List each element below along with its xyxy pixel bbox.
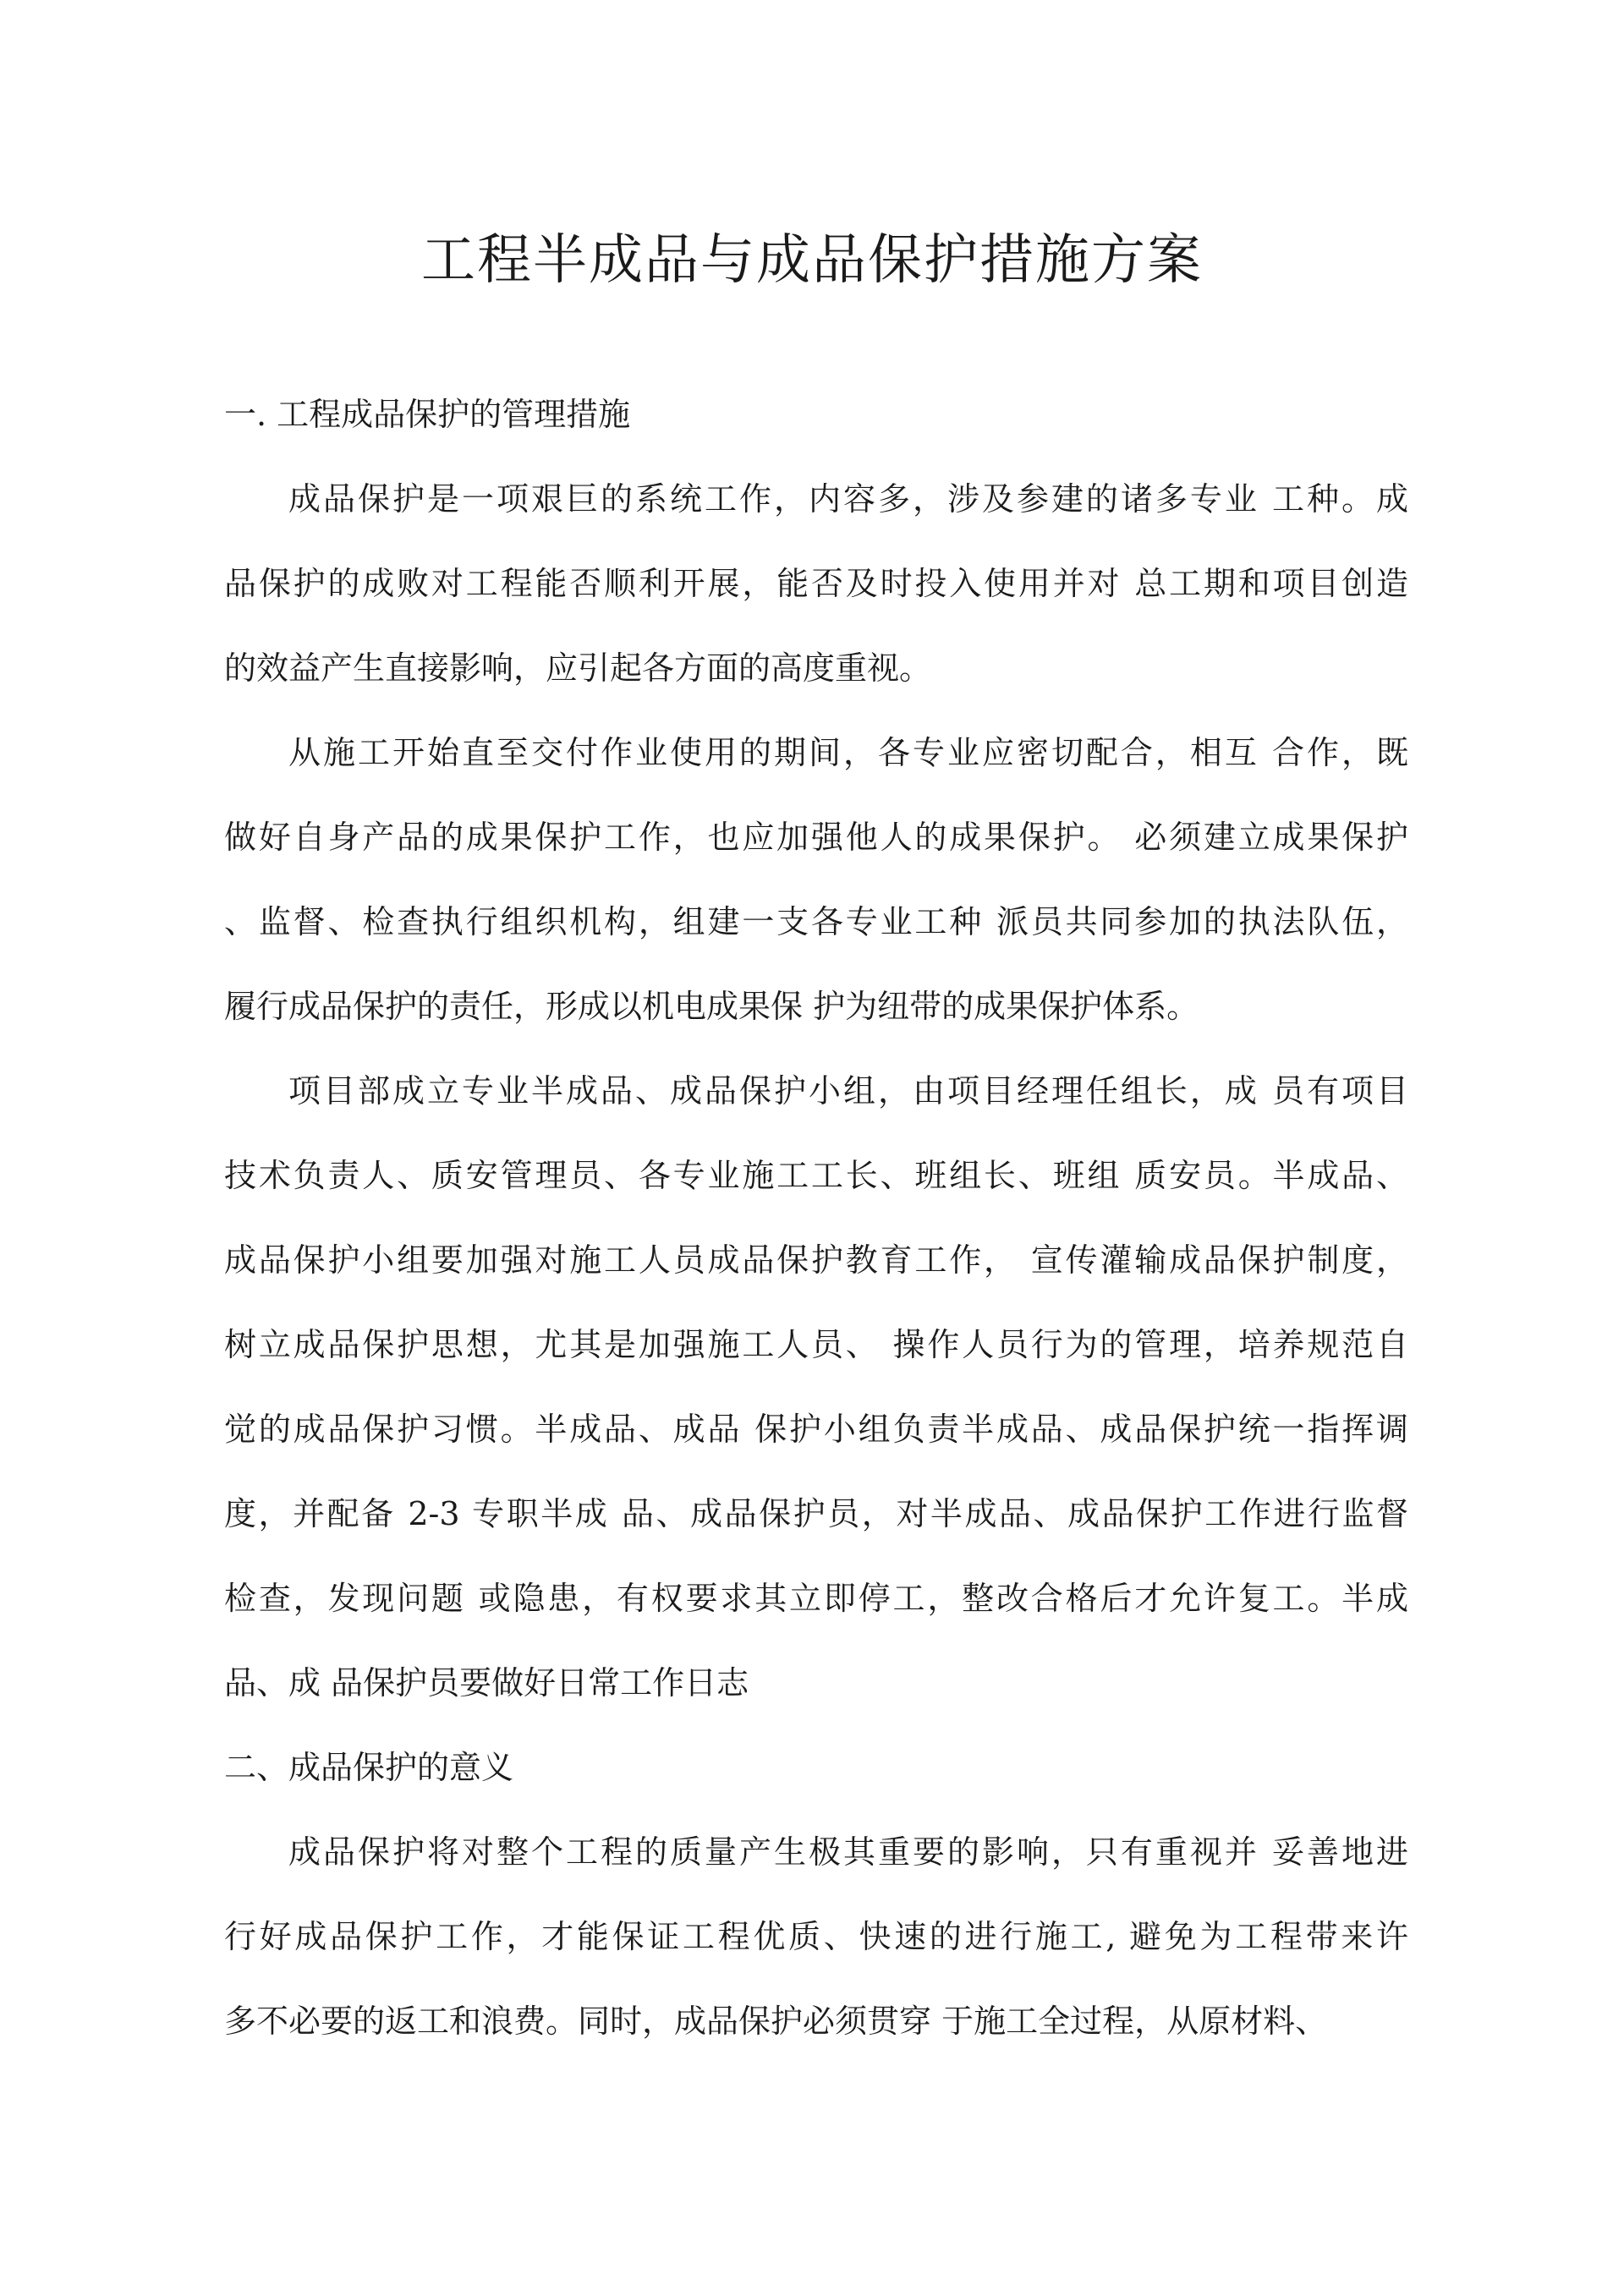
paragraph-line: 、监督、检查执行组织机构，组建一支各专业工种 派员共同参加的执法队伍， xyxy=(224,903,1408,940)
paragraph-line: 做好自身产品的成果保护工作，也应加强他人的成果保护。 必须建立成果保护 xyxy=(224,819,1408,856)
paragraph-line: 履行成品保护的责任，形成以机电成果保 护为纽带的成果保护体系。 xyxy=(224,988,1199,1025)
paragraph-line: 的效益产生直接影响，应引起各方面的高度重视。 xyxy=(224,649,932,687)
paragraph-line: 行好成品保护工作，才能保证工程优质、快速的进行施工, 避免为工程带来许 xyxy=(224,1918,1408,1955)
paragraph-line: 成品保护将对整个工程的质量产生极其重要的影响，只有重视并 妥善地进 xyxy=(288,1833,1408,1871)
paragraph-line: 项目部成立专业半成品、成品保护小组，由项目经理任组长，成 员有项目 xyxy=(288,1072,1408,1110)
paragraph xyxy=(224,710,1408,1049)
paragraph xyxy=(224,457,1408,710)
document-body xyxy=(224,372,1408,2063)
paragraph-line: 成品保护小组要加强对施工人员成品保护教育工作， 宣传灌输成品保护制度， xyxy=(224,1241,1408,1279)
paragraph-line: 技术负责人、质安管理员、各专业施工工长、班组长、班组 质安员。半成品、 xyxy=(224,1157,1408,1194)
section-heading: 一. 工程成品保护的管理措施 xyxy=(224,396,631,433)
paragraph-line: 度，并配备 2-3 专职半成 品、成品保护员，对半成品、成品保护工作进行监督 xyxy=(224,1495,1408,1532)
document-title: 工程半成品与成品保护措施方案 xyxy=(421,229,1203,292)
paragraph-line: 树立成品保护思想，尤其是加强施工人员、 操作人员行为的管理，培养规范自 xyxy=(224,1326,1408,1363)
paragraph-line: 从施工开始直至交付作业使用的期间，各专业应密切配合，相互 合作，既 xyxy=(288,734,1408,771)
paragraph xyxy=(224,1049,1408,1725)
paragraph-line: 检查，发现问题 或隐患，有权要求其立即停工，整改合格后才允许复工。半成 xyxy=(224,1580,1408,1617)
section-heading: 二、成品保护的意义 xyxy=(224,1749,514,1786)
paragraph-line: 品、成 品保护员要做好日常工作日志 xyxy=(224,1664,749,1701)
paragraph-line: 多不必要的返工和浪费。同时，成品保护必须贯穿 于施工全过程，从原材料、 xyxy=(224,2003,1328,2040)
paragraph-line: 成品保护是一项艰巨的系统工作，内容多，涉及参建的诸多专业 工种。成 xyxy=(288,480,1408,518)
paragraph xyxy=(224,1810,1408,2063)
paragraph-line: 品保护的成败对工程能否顺利开展，能否及时投入使用并对 总工期和项目创造 xyxy=(224,565,1408,602)
paragraph-line: 觉的成品保护习惯。半成品、成品 保护小组负责半成品、成品保护统一指挥调 xyxy=(224,1411,1408,1448)
